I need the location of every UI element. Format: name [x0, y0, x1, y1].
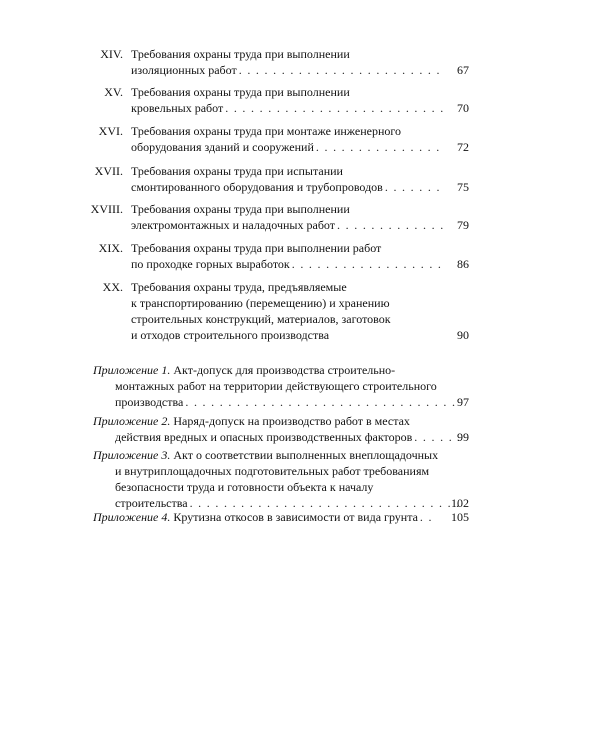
appendix-page-number: 99 [457, 430, 469, 444]
dot-leader [223, 100, 443, 116]
entry-title-line: Требования охраны труда при монтаже инженерного [131, 124, 402, 138]
entry-title [131, 123, 474, 155]
appendix-title-line: и внутриплощадочных подготовительных работ требованиям [115, 464, 430, 478]
dot-leader [314, 139, 443, 155]
entry-title [131, 279, 474, 343]
appendix-title-line: Акт-допуск для производства строительно- [173, 363, 396, 377]
entry-title-line: Требования охраны труда при испытании [131, 164, 343, 178]
appendix-entry-4 [0, 509, 600, 525]
appendix-prefix: Приложение 2. [93, 414, 171, 428]
entry-title [131, 46, 474, 78]
entry-title-line: Требования охраны труда при выполнении [131, 202, 350, 216]
entry-title-line: Требования охраны труда при выполнении работ [131, 241, 382, 255]
entry-page-number: 75 [457, 180, 469, 194]
entry-title [131, 163, 474, 195]
entry-title-line: и отходов строительного производства [131, 328, 330, 342]
entry-title-line: строительных конструкций, материалов, заготовок [131, 312, 391, 326]
entry-numeral: XX. [102, 280, 123, 294]
appendix-title-line: безопасности труда и готовности объекта к началу [115, 480, 374, 494]
dot-leader [383, 179, 443, 195]
entry-title-line: кровельных работ [131, 101, 224, 115]
entry-numeral: XVII. [94, 164, 123, 178]
appendix-title-line: монтажных работ на территории действующего строительного [115, 379, 437, 393]
entry-title [131, 84, 474, 116]
toc-entry-xviii [0, 201, 600, 233]
toc-entry-xvii [0, 163, 600, 195]
entry-title [131, 240, 474, 272]
entry-page-number: 79 [457, 218, 469, 232]
entry-title-line: изоляционных работ [131, 63, 237, 77]
entry-page-number: 86 [457, 257, 469, 271]
entry-numeral: XIV. [100, 47, 123, 61]
entry-numeral: XVIII. [90, 202, 123, 216]
entry-title-line: Требования охраны труда при выполнении [131, 47, 350, 61]
appendix-title-line: строительства [115, 496, 188, 510]
entry-page-number: 90 [457, 328, 469, 342]
entry-title-line: к транспортированию (перемещению) и хранению [131, 296, 390, 310]
appendix-title-line: Крутизна откосов в зависимости от вида грунта [173, 510, 418, 524]
dot-leader [418, 509, 437, 525]
dot-leader [290, 256, 443, 272]
appendix-title-line: Наряд-допуск на производство работ в местах [173, 414, 410, 428]
appendix-page-number: 97 [457, 395, 469, 409]
appendix-prefix: Приложение 3. [93, 448, 171, 462]
entry-title-line: смонтированного оборудования и трубопроводов [131, 180, 383, 194]
entry-numeral: XIX. [98, 241, 123, 255]
entry-title [131, 201, 474, 233]
appendix-title-line: производства [115, 395, 184, 409]
dot-leader [183, 394, 459, 410]
appendix-entry-1 [0, 362, 600, 410]
entry-title-line: электромонтажных и наладочных работ [131, 218, 336, 232]
entry-title-line: оборудования зданий и сооружений [131, 140, 314, 154]
appendix-page-number: 105 [451, 510, 469, 524]
entry-numeral: XV. [104, 85, 123, 99]
entry-title-line: по проходке горных выработок [131, 257, 290, 271]
entry-page-number: 67 [457, 63, 469, 77]
appendix-title-line: Акт о соответствии выполненных внеплощадочных [173, 448, 439, 462]
entry-title-line: Требования охраны труда, предъявляемые [131, 280, 347, 294]
entry-page-number: 70 [457, 101, 469, 115]
toc-entry-xx [0, 279, 600, 343]
appendix-entry-2 [0, 413, 600, 445]
appendix-page-number: 102 [451, 496, 469, 510]
toc-entry-xix [0, 240, 600, 272]
toc-entry-xv [0, 84, 600, 116]
entry-page-number: 72 [457, 140, 469, 154]
entry-numeral: XVI. [98, 124, 123, 138]
dot-leader [335, 217, 443, 233]
dot-leader [237, 62, 443, 78]
toc-entry-xiv [0, 46, 600, 78]
appendix-title-line: действия вредных и опасных производственных факторов [115, 430, 413, 444]
appendix-prefix: Приложение 4. [93, 510, 171, 524]
appendix-prefix: Приложение 1. [93, 363, 171, 377]
appendix-entry-3 [0, 447, 600, 511]
entry-title-line: Требования охраны труда при выполнении [131, 85, 350, 99]
toc-entry-xvi [0, 123, 600, 155]
